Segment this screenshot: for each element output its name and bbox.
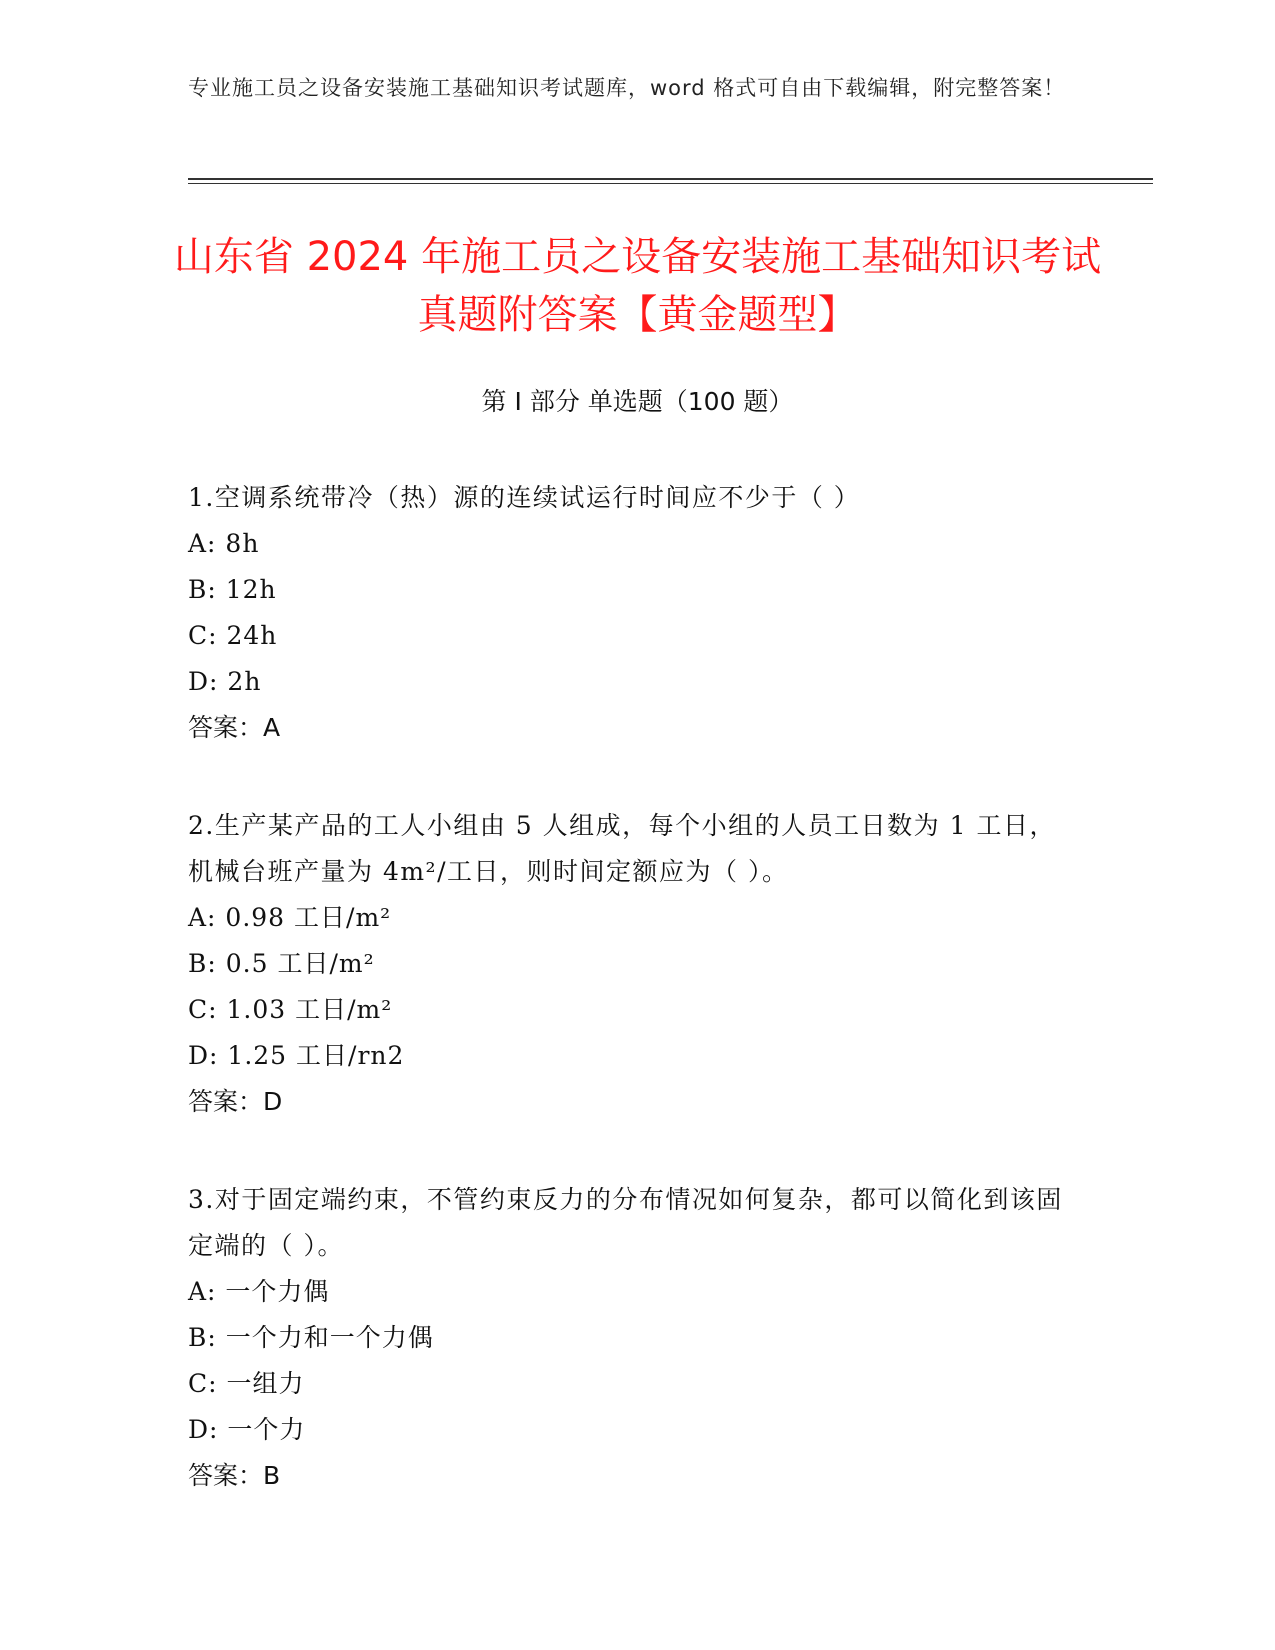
question-item [188,803,1068,1125]
answer-line: 答案：D [188,1087,283,1116]
question-item [188,1177,1068,1499]
question-item [188,475,1068,751]
section-title: 第 I 部分 单选题（100 题） [481,387,794,416]
question-list [188,475,1068,1551]
option-d: D: 一个力 [188,1415,306,1444]
option-b: B: 0.5 工日/m² [188,949,375,978]
answer-line: 答案：A [188,713,281,742]
document-title: 山东省 2024 年施工员之设备安装施工基础知识考试真题附答案【黄金题型】 [173,234,1102,338]
question-stem: 1.空调系统带冷（热）源的连续试运行时间应不少于（ ） [188,483,861,512]
option-a: A: 8h [188,529,260,558]
option-d: D: 2h [188,667,262,696]
question-stem: 3.对于固定端约束，不管约束反力的分布情况如何复杂，都可以简化到该固定端的（ ）。 [188,1185,1063,1260]
option-d: D: 1.25 工日/rn2 [188,1041,405,1070]
option-c: C: 一组力 [188,1369,305,1398]
header-rule-thick [188,178,1153,180]
option-b: B: 一个力和一个力偶 [188,1323,434,1352]
option-a: A: 0.98 工日/m² [188,903,392,932]
answer-line: 答案：B [188,1461,281,1490]
option-a: A: 一个力偶 [188,1277,330,1306]
header-rule-thin [188,183,1153,184]
option-c: C: 1.03 工日/m² [188,995,393,1024]
option-b: B: 12h [188,575,277,604]
question-stem: 2.生产某产品的工人小组由 5 人组成，每个小组的人员工日数为 1 工日，机械台班产量为 4m²/工日，则时间定额应为（ ）。 [188,811,1056,886]
header-note: 专业施工员之设备安装施工基础知识考试题库，word 格式可自由下载编辑，附完整答案！ [188,76,1066,100]
option-c: C: 24h [188,621,278,650]
